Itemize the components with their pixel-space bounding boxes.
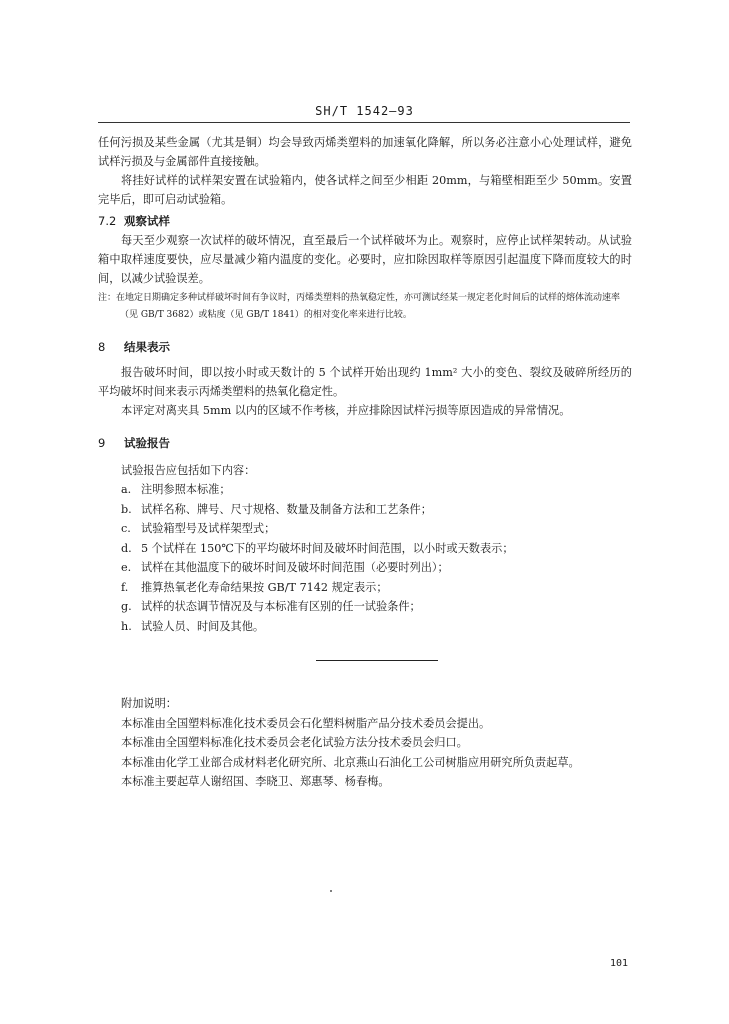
section-9-heading <box>98 434 632 453</box>
section-7-2-paragraph: 每天至少观察一次试样的破坏情况，直至最后一个试样破坏为止。观察时，应停止试样架转动。从试验箱中取样速度要快，应尽量减少箱内温度的变化。必要时，应扣除因取样等原因引起温度下降而度较大的时间，以减少试验误差。 <box>98 234 632 285</box>
section-7-2-title: 观察试样 <box>124 214 171 228</box>
body-content <box>98 133 632 792</box>
section-7-2-heading <box>98 212 632 231</box>
section-9-intro: 试验报告应包括如下内容： <box>121 464 256 477</box>
section-8-paragraph-1: 报告破坏时间，即以按小时或天数计的 5 个试样开始出现约 1mm² 大小的变色、裂纹及破碎所经历的平均破坏时间来表示丙烯类塑料的热氧化稳定性。 <box>98 366 632 398</box>
section-8-paragraph-2: 本评定对离夹具 5mm 以内的区域不作考核，并应排除因试样污损等原因造成的异常情况。 <box>121 404 571 417</box>
section-7-2-number: 7.2 <box>98 214 117 228</box>
end-of-text-rule <box>316 660 438 661</box>
appendix-line: 本标准由全国塑料标准化技术委员会石化塑料树脂产品分技术委员会提出。 <box>121 716 491 730</box>
report-items-list <box>98 480 632 636</box>
list-item: d. 5 个试样在 150℃下的平均破坏时间及破坏时间范围，以小时或天数表示； <box>121 541 514 555</box>
scan-speck <box>330 890 332 892</box>
page-header: SH/T 1542—93 <box>315 104 414 118</box>
list-item: e. 试样在其他温度下的破坏时间及破坏时间范围（必要时列出）； <box>121 561 449 574</box>
appendix-line: 本标准由全国塑料标准化技术委员会老化试验方法分技术委员会归口。 <box>121 736 468 749</box>
intro-paragraph-1: 任何污损及某些金属（尤其是铜）均会导致丙烯类塑料的加速氧化降解，所以务必注意小心处理试样，避免试样污损及与金属部件直接接触。 <box>98 136 632 168</box>
section-7-2-note: 注：在地定日期确定多种试样破坏时间有争议时，丙烯类塑料的热氧稳定性，亦可测试经某一规定老化时间后的试样的熔体流动速率（见 GB/T 3682）或粘度（见 GB/T 1841）的相对变化率来进行比较。 <box>98 293 621 320</box>
section-8-heading <box>98 338 632 357</box>
list-item: h. 试验人员、时间及其他。 <box>121 619 265 633</box>
section-9-number: 9 <box>98 436 106 450</box>
appendix-block <box>98 694 632 792</box>
section-9-title: 试验报告 <box>124 436 171 450</box>
intro-paragraph-2: 将挂好试样的试样架安置在试验箱内，使各试样之间至少相距 20mm，与箱壁相距至少 50mm。安置完毕后，即可启动试验箱。 <box>98 174 632 206</box>
appendix-line: 本标准由化学工业部合成材料老化研究所、北京燕山石油化工公司树脂应用研究所负责起草。 <box>121 755 580 769</box>
appendix-title: 附加说明： <box>121 697 177 710</box>
list-item: c. 试验箱型号及试样架型式； <box>121 522 276 535</box>
list-item: g. 试样的状态调节情况及与本标准有区别的任一试验条件； <box>121 600 421 613</box>
section-8-title: 结果表示 <box>124 340 171 354</box>
section-8-number: 8 <box>98 340 106 354</box>
appendix-line: 本标准主要起草人谢绍国、李晓卫、郑惠琴、杨春梅。 <box>121 775 390 788</box>
list-item: b. 试样名称、牌号、尺寸规格、数量及制备方法和工艺条件； <box>121 502 432 516</box>
header-rule <box>98 122 630 123</box>
page-number: 101 <box>610 958 629 969</box>
list-item: f. 推算热氧老化寿命结果按 GB/T 7142 规定表示； <box>121 580 388 594</box>
list-item: a. 注明参照本标准； <box>121 483 231 496</box>
